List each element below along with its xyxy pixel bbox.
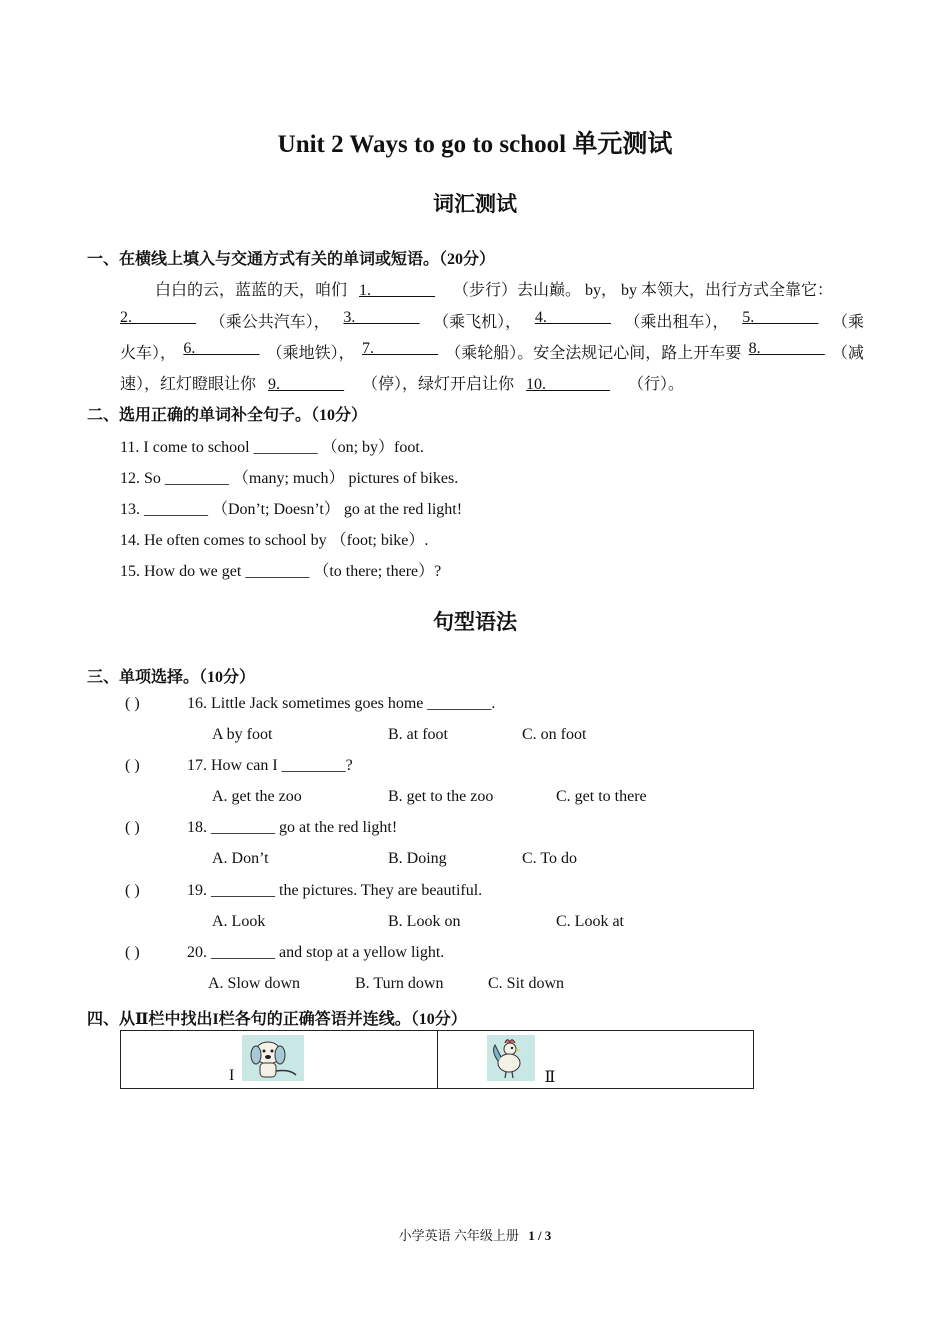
line-text: （停），绿灯开启让你 [362,376,515,393]
part1-heading: 一、在横线上填入与交通方式有关的单词或短语。（20分） [87,251,496,268]
question-16: 16. Little Jack sometimes goes home ________. [187,695,496,712]
line-text: （步行）去山巅。 by， by 本领大，出行方式全靠它： [453,282,834,299]
part2-item-11: 11. I come to school ________ （on; by）foot. [120,439,424,456]
rooster-icon [487,1035,535,1081]
question-19: 19. ________ the pictures. They are beautiful. [187,882,483,899]
line-text: （乘轮船）。安全法规记心间，路上开车要 [445,345,742,362]
line-text: （乘公共汽车）， [209,314,330,331]
page-number: 1 / 3 [528,1228,552,1243]
blank-6: 6.________ [183,340,260,357]
line-text: （减 [831,345,864,362]
option-a[interactable]: A. Look [212,913,266,930]
option-b[interactable]: B. Look on [388,913,461,930]
option-c[interactable]: C. To do [522,850,578,867]
option-b[interactable]: B. at foot [388,726,448,743]
part1-line-1 [155,277,833,300]
blank-8: 8.________ [748,340,825,357]
option-a[interactable]: A. get the zoo [212,788,302,805]
matching-table [120,1030,754,1089]
column-ii[interactable] [437,1031,754,1089]
grammar-section-heading: 句型语法 [433,610,517,634]
blank-1: 1.________ [359,282,436,299]
blank-9: 9.________ [268,376,345,393]
line-text: 火车）， [120,345,177,362]
line-text: （乘地铁）， [266,345,355,362]
answer-paren[interactable]: ( ) [125,695,140,712]
option-c[interactable]: C. Look at [556,913,624,930]
answer-paren[interactable]: ( ) [125,757,140,774]
option-b[interactable]: B. get to the zoo [388,788,494,805]
column-ii-label: Ⅱ [544,1069,556,1086]
blank-3: 3.________ [343,309,420,326]
part2-item-14: 14. He often comes to school by （foot; bike）. [120,532,429,549]
line-text: （行）。 [628,376,685,393]
line-text: 速），红灯瞪眼让你 [120,376,257,393]
dog-icon [242,1035,304,1081]
option-b[interactable]: B. Turn down [355,975,444,992]
blank-2: 2.________ [120,309,196,326]
footer-text: 小学英语 六年级上册 [398,1228,519,1243]
blank-10: 10.________ [526,376,611,393]
part1-line-2 [120,309,864,332]
page-title: Unit 2 Ways to go to school 单元测试 [277,131,673,158]
line-text: （乘飞机）， [433,314,522,331]
part1-line-3 [120,340,864,363]
page-footer [0,1225,950,1244]
column-i-label: I [229,1067,235,1084]
vocab-section-heading: 词汇测试 [433,192,517,216]
line-text: （乘 [831,314,864,331]
part2-item-12: 12. So ________ （many; much） pictures of bikes. [120,470,459,487]
option-c[interactable]: C. on foot [522,726,587,743]
part1-line-4 [120,371,684,394]
answer-paren[interactable]: ( ) [125,882,140,899]
part4-heading: 四、从Ⅱ栏中找出I栏各句的正确答语并连线。（10分） [87,1011,467,1028]
option-a[interactable]: A. Don’t [212,850,269,867]
option-a[interactable]: A by foot [212,726,273,743]
column-i[interactable] [121,1031,438,1089]
line-text: （乘出租车）， [624,314,729,331]
option-c[interactable]: C. Sit down [488,975,565,992]
part2-item-15: 15. How do we get ________ （to there; there）? [120,563,442,580]
blank-4: 4.________ [534,309,611,326]
part2-heading: 二、选用正确的单词补全句子。（10分） [87,407,368,424]
question-20: 20. ________ and stop at a yellow light. [187,944,445,961]
part2-item-13: 13. ________ （Don’t; Doesn’t） go at the red light! [120,501,463,518]
option-b[interactable]: B. Doing [388,850,447,867]
part3-heading: 三、单项选择。（10分） [87,669,256,686]
answer-paren[interactable]: ( ) [125,819,140,836]
option-a[interactable]: A. Slow down [208,975,301,992]
option-c[interactable]: C. get to there [556,788,647,805]
blank-5: 5.________ [742,309,819,326]
answer-paren[interactable]: ( ) [125,944,140,961]
line-text: 白白的云，蓝蓝的天，咱们 [155,282,348,299]
question-17: 17. How can I ________? [187,757,353,774]
question-18: 18. ________ go at the red light! [187,819,398,836]
blank-7: 7.________ [361,340,438,357]
